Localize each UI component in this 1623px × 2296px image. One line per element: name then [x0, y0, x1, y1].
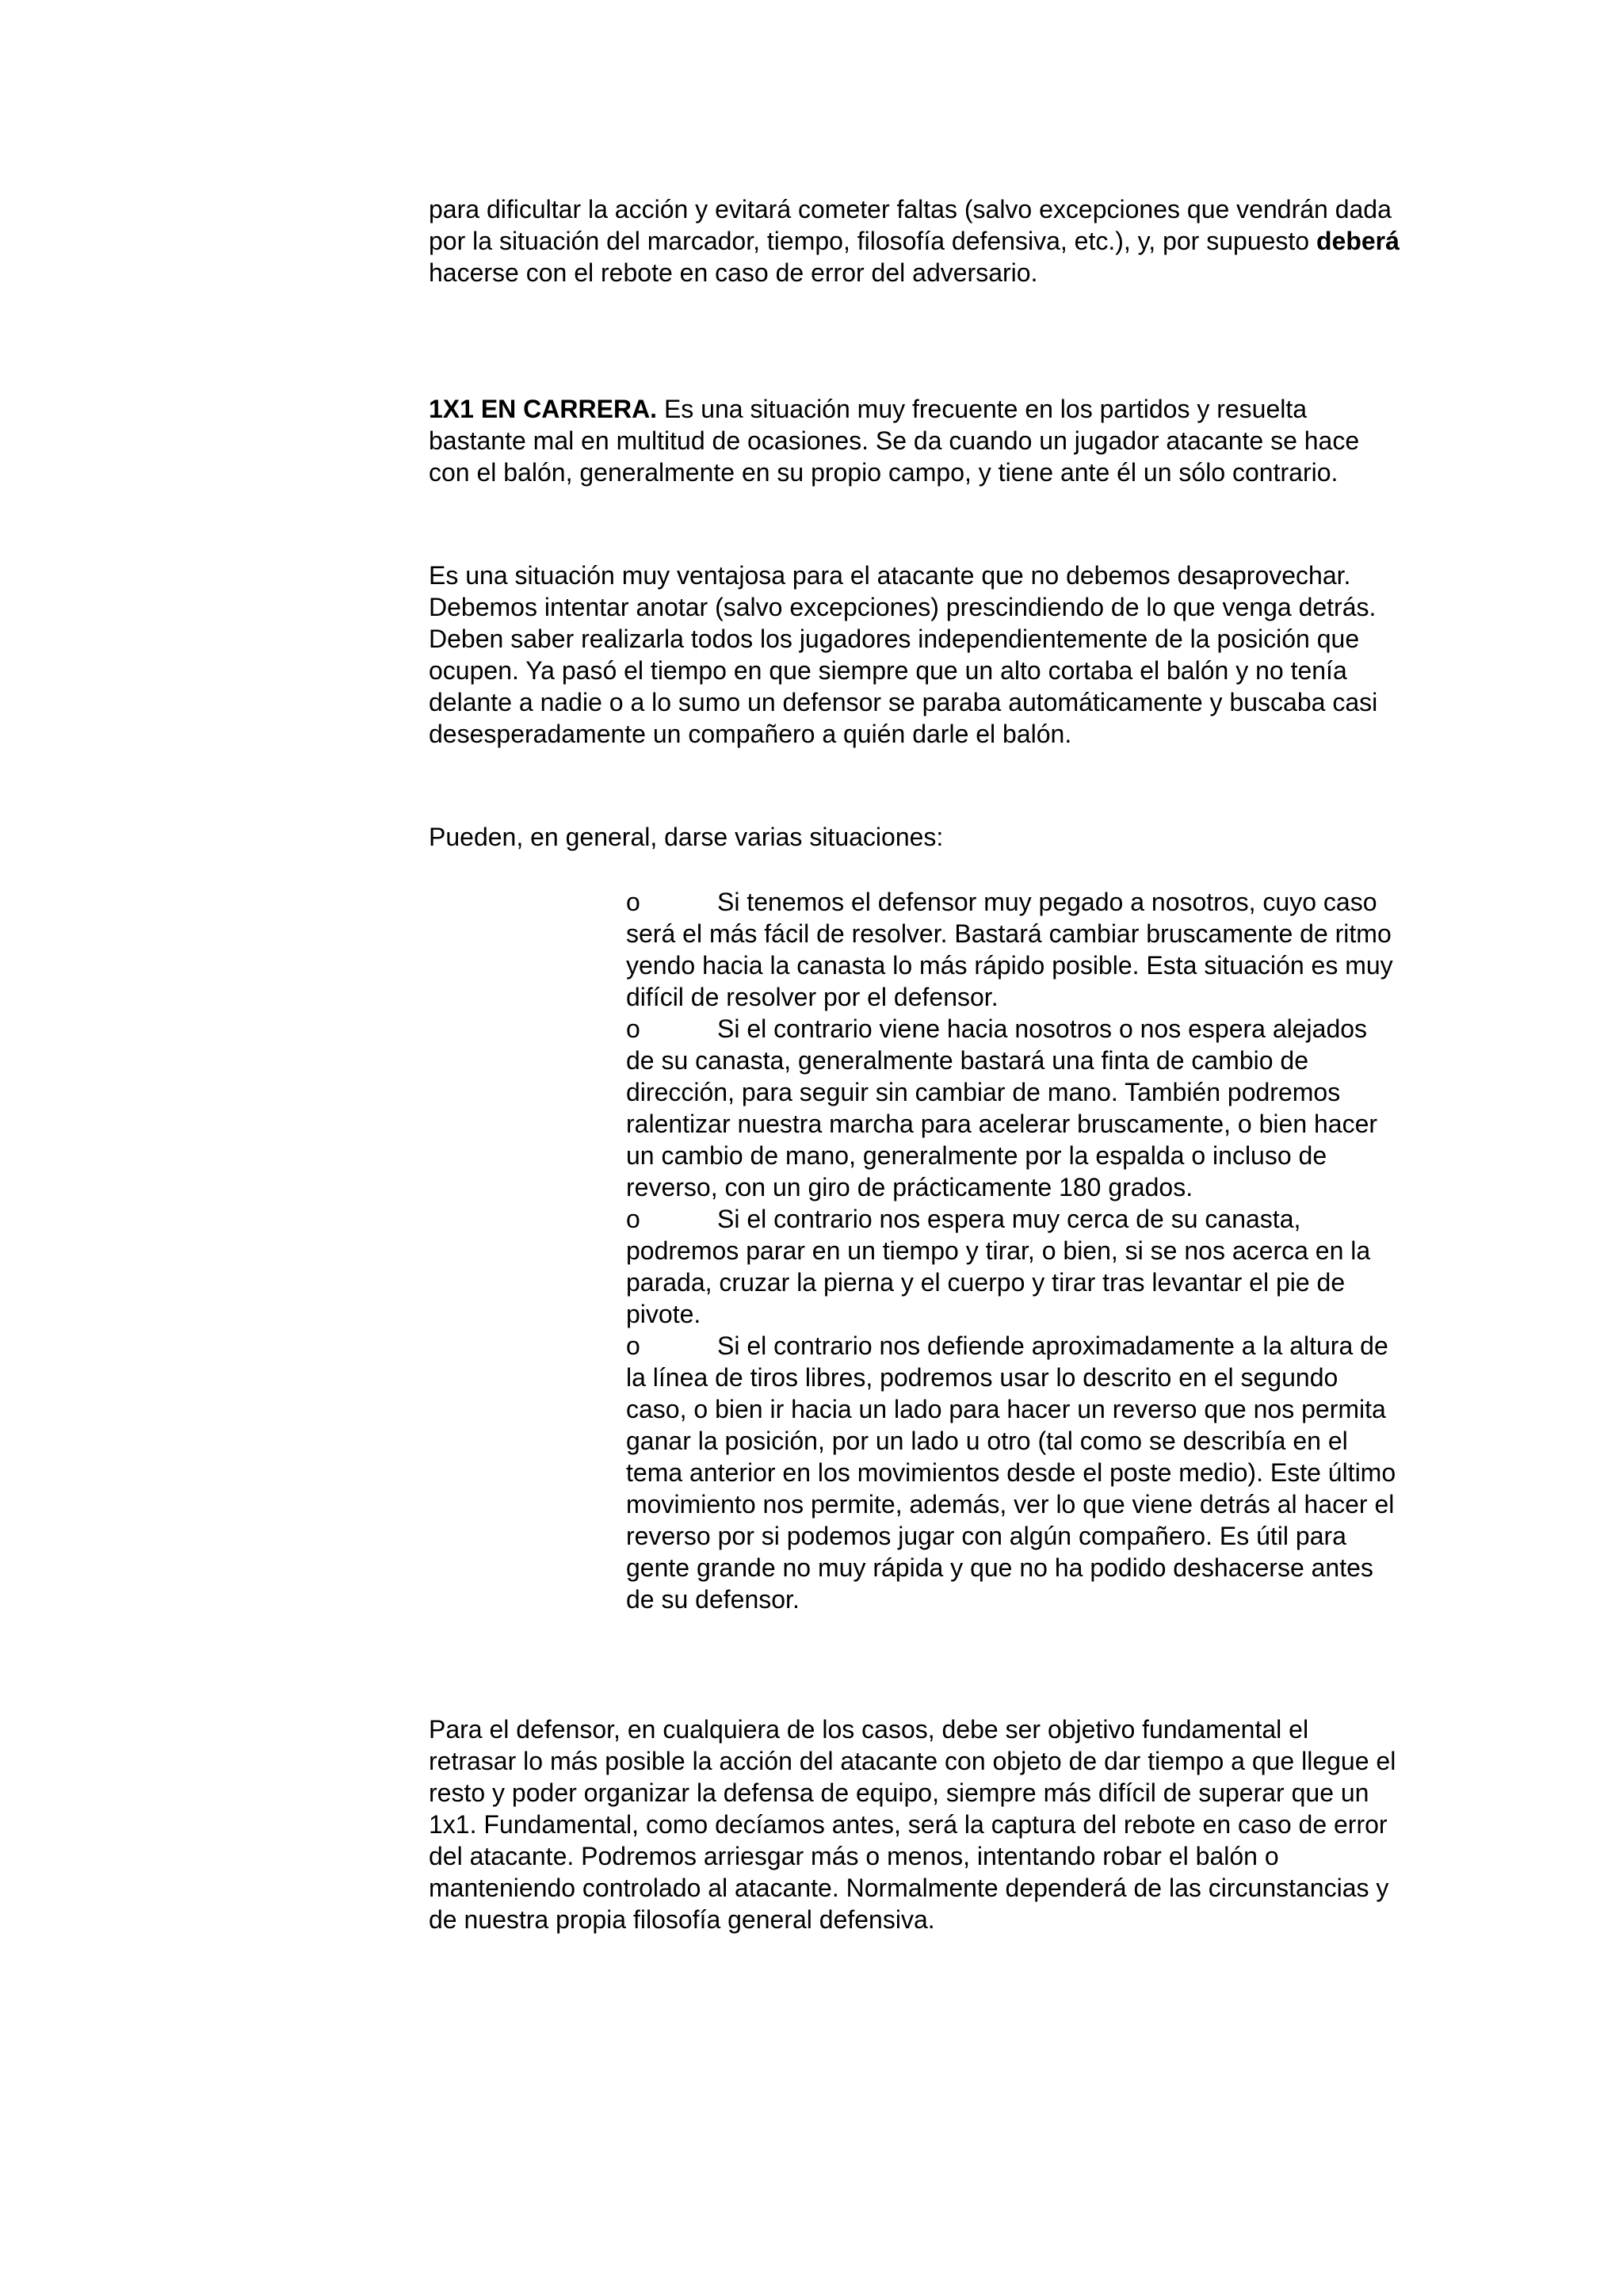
- list-item-text: Si tenemos el defensor muy pegado a nosotros, cuyo caso será el más fácil de resolver. Bastará cambiar bruscamente de ritmo yendo hacia la canasta lo más rápido posible. Esta situación es muy difícil de resolver por el defensor.: [626, 888, 1393, 1011]
- situations-list: [626, 886, 1399, 1615]
- list-item-text: Si el contrario nos defiende aproximadamente a la altura de la línea de tiros libres, podremos usar lo descrito en el segundo caso, o bien ir hacia un lado para hacer un reverso que nos permita ganar la posición, por un lado u otro (tal como se describía en el tema anterior en los movimientos desde el poste medio). Este último movimiento nos permite, además, ver lo que viene detrás al hacer el reverso por si podemos jugar con algún compañero. Es útil para gente grande no muy rápida y que no ha podido deshacerse antes de su defensor.: [626, 1331, 1396, 1614]
- paragraph-text: Es una situación muy frecuente en los partidos y resuelta bastante mal en multitud de ocasiones. Se da cuando un jugador atacante se hace con el balón, generalmente en su propio campo, y tiene ante él un sólo contrario.: [429, 395, 1360, 487]
- paragraph-1x1-en-carrera: [429, 393, 1400, 488]
- paragraph-defender-objective: Para el defensor, en cualquiera de los casos, debe ser objetivo fundamental el retrasar lo más posible la acción del atacante con objeto de dar tiempo a que llegue el resto y poder organizar la defensa de equipo, siempre más difícil de superar que un 1x1. Fundamental, como decíamos antes, será la captura del rebote en caso de error del atacante. Podremos arriesgar más o menos, intentando robar el balón o manteniendo controlado al atacante. Normalmente dependerá de las circunstancias y de nuestra propia filosofía general defensiva.: [429, 1715, 1396, 1934]
- list-item-text: Si el contrario viene hacia nosotros o nos espera alejados de su canasta, generalmente bastará una finta de cambio de dirección, para seguir sin cambiar de mano. También podremos ralentizar nuestra marcha para acelerar bruscamente, o bien hacer un cambio de mano, generalmente por la espalda o incluso de reverso, con un giro de prácticamente 180 grados.: [626, 1014, 1378, 1201]
- emphasis-text: deberá: [1316, 227, 1400, 255]
- list-item-text: Si el contrario nos espera muy cerca de su canasta, podremos parar en un tiempo y tirar, o bien, si se nos acerca en la parada, cruzar la pierna y el cuerpo y tirar tras levantar el pie de pivote.: [626, 1205, 1371, 1328]
- bullet-marker: o: [626, 1014, 640, 1043]
- list-item: [626, 886, 1399, 1013]
- paragraph-situations-intro: Pueden, en general, darse varias situaciones:: [429, 823, 944, 851]
- list-item: [626, 1013, 1399, 1203]
- paragraph-text: hacerse con el rebote en caso de error del adversario.: [429, 258, 1038, 287]
- list-item: [626, 1330, 1399, 1615]
- list-item: [626, 1203, 1399, 1330]
- paragraph-text: para dificultar la acción y evitará cometer faltas (salvo excepciones que vendrán dada por la situación del marcador, tiempo, filosofía defensiva, etc.), y, por supuesto: [429, 195, 1392, 255]
- paragraph-defense-continuation: [429, 193, 1400, 288]
- section-heading: 1X1 EN CARRERA.: [429, 395, 658, 423]
- bullet-marker: o: [626, 888, 640, 916]
- bullet-marker: o: [626, 1331, 640, 1360]
- paragraph-advantage: Es una situación muy ventajosa para el atacante que no debemos desaprovechar. Debemos intentar anotar (salvo excepciones) prescindiendo de lo que venga detrás. Deben saber realizarla todos los jugadores independientemente de la posición que ocupen. Ya pasó el tiempo en que siempre que un alto cortaba el balón y no tenía delante a nadie o a lo sumo un defensor se paraba automáticamente y buscaba casi desesperadamente un compañero a quién darle el balón.: [429, 561, 1378, 748]
- bullet-marker: o: [626, 1205, 640, 1233]
